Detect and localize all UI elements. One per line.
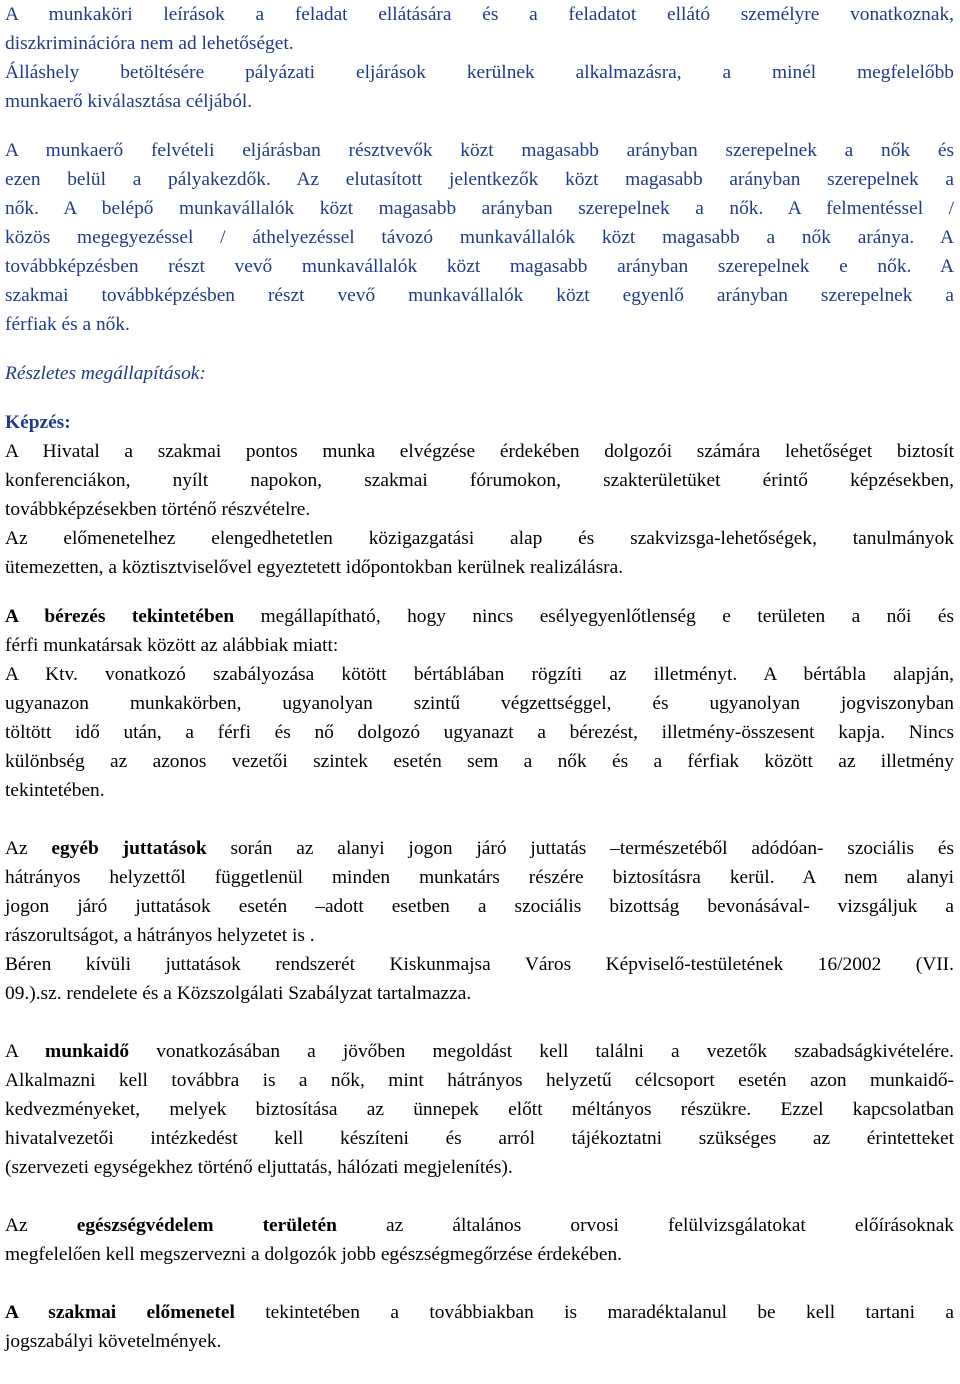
text-line: továbbképzésekben történő részvételre. — [5, 499, 311, 520]
text-line: A Hivatal a szakmai pontos munka elvégzése érdekében dolgozói számára lehetőséget biztosít — [5, 441, 954, 462]
text-line: férfi munkatársak között az alábbiak miatt: — [5, 635, 339, 656]
text-line: hátrányos helyzettől függetlenül minden munkatárs részére biztosításra kerül. A nem alanyi — [5, 867, 954, 888]
text-line: férfiak és a nők. — [5, 314, 130, 335]
text-line: munkaerő kiválasztása céljából. — [5, 91, 253, 112]
wages-paragraph — [5, 602, 954, 805]
training-heading: Képzés: — [5, 412, 71, 433]
findings-paragraph — [5, 136, 954, 339]
career-paragraph — [5, 1298, 954, 1356]
text-line: továbbképzésben részt vevő munkavállalók közt magasabb arányban szerepelnek e nők. A — [5, 256, 954, 277]
health-bold-phrase: egészségvédelem területén — [76, 1215, 337, 1236]
text-line: rászorultságot, a hátrányos helyzetet is . — [5, 925, 315, 946]
text-line: különbség az azonos vezetői szintek esetén sem a nők és a férfiak között az illetmény — [5, 751, 954, 772]
text-line: konferenciákon, nyílt napokon, szakmai fórumokon, szakterületüket érintő képzésekben, — [5, 470, 954, 491]
detailed-findings-heading: Részletes megállapítások: — [5, 363, 206, 384]
working-time-paragraph — [5, 1037, 954, 1182]
text-line: jogszabályi követelmények. — [5, 1331, 222, 1352]
text-line: Az egyéb juttatások során az alanyi jogon járó juttatás –természetéből adódóan- szociális és — [5, 838, 954, 859]
text-line: A szakmai előmenetel tekintetében a továbbiakban is maradéktalanul be kell tartani a — [5, 1302, 954, 1323]
text-line: ütemezetten, a köztisztviselővel egyeztetett időpontokban kerülnek realizálásra. — [5, 557, 624, 578]
text-line: Az egészségvédelem területén az általános orvosi felülvizsgálatokat előírásoknak — [5, 1215, 954, 1236]
text-line: ugyanazon munkakörben, ugyanolyan szintű végzettséggel, és ugyanolyan jogviszonyban — [5, 693, 954, 714]
benefits-paragraph — [5, 834, 954, 1008]
text-line: Álláshely betöltésére pályázati eljárások kerülnek alkalmazásra, a minél megfelelőbb — [5, 62, 954, 83]
working-time-bold-phrase: munkaidő — [45, 1041, 130, 1062]
text-line: Béren kívüli juttatások rendszerét Kiskunmajsa Város Képviselő-testületének 16/2002 (VII. — [5, 954, 954, 975]
career-bold-phrase: A szakmai előmenetel — [5, 1302, 235, 1323]
text-line: hivatalvezetői intézkedést kell készíteni és arról tájékoztatni szükséges az érintetteket — [5, 1128, 954, 1149]
text-line: 09.).sz. rendelete és a Közszolgálati Szabályzat tartalmazza. — [5, 983, 472, 1004]
text-line: közös megegyezéssel / áthelyezéssel távozó munkavállalók közt magasabb a nők aránya. A — [5, 227, 954, 248]
text-line: Alkalmazni kell továbbra is a nők, mint hátrányos helyzetű célcsoport esetén azon munkaidő- — [5, 1070, 954, 1091]
benefits-bold-phrase: egyéb juttatások — [51, 838, 207, 859]
text-line: nők. A belépő munkavállalók közt magasabb arányban szerepelnek a nők. A felmentéssel / — [5, 198, 954, 219]
intro-paragraph — [5, 0, 954, 116]
text-line: jogon járó juttatások esetén –adott esetben a szociális bizottság bevonásával- vizsgáljuk a — [5, 896, 954, 917]
text-line: Az előmenetelhez elengedhetetlen közigazgatási alap és szakvizsga-lehetőségek, tanulmányok — [5, 528, 954, 549]
text-line: A bérezés tekintetében megállapítható, hogy nincs esélyegyenlőtlenség e területen a női és — [5, 606, 954, 627]
text-line: diszkriminációra nem ad lehetőséget. — [5, 33, 294, 54]
health-paragraph — [5, 1211, 954, 1269]
text-line: A munkaerő felvételi eljárásban résztvevők közt magasabb arányban szerepelnek a nők és — [5, 140, 954, 161]
wages-bold-phrase: A bérezés tekintetében — [5, 606, 235, 627]
text-line: ezen belül a pályakezdők. Az elutasított jelentkezők közt magasabb arányban szerepelnek a — [5, 169, 954, 190]
text-line: A munkaköri leírások a feladat ellátására és a feladatot ellátó személyre vonatkoznak, — [5, 4, 954, 25]
text-line: kedvezményeket, melyek biztosítása az ünnepek előtt méltányos részükre. Ezzel kapcsolatban — [5, 1099, 954, 1120]
training-paragraph — [5, 437, 954, 582]
text-line: A munkaidő vonatkozásában a jövőben megoldást kell találni a vezetők szabadságkivételére. — [5, 1041, 955, 1062]
text-line: (szervezeti egységekhez történő eljuttatás, hálózati megjelenítés). — [5, 1157, 513, 1178]
text-line: megfelelően kell megszervezni a dolgozók jobb egészségmegőrzése érdekében. — [5, 1244, 622, 1265]
text-line: tekintetében. — [5, 780, 105, 801]
text-line: A Ktv. vonatkozó szabályozása kötött bértáblában rögzíti az illetményt. A bértábla alapján, — [5, 664, 954, 685]
text-line: szakmai továbbképzésben részt vevő munkavállalók közt egyenlő arányban szerepelnek a — [5, 285, 954, 306]
text-line: töltött idő után, a férfi és nő dolgozó ugyanazt a bérezést, illetmény-összesent kapja. Nincs — [5, 722, 954, 743]
